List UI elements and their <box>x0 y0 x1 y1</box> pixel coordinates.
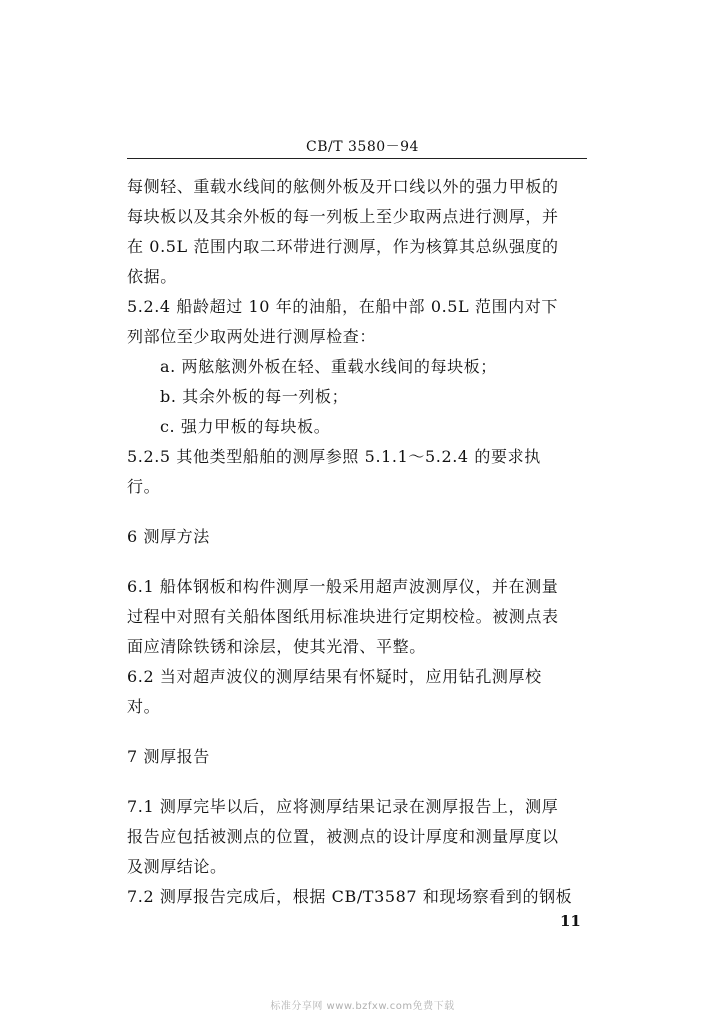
list-item-a: a. 两舷舷测外板在轻、重载水线间的每块板； <box>160 357 497 376</box>
section-6-heading: 6 测厚方法 <box>127 527 210 546</box>
body-line: 过程中对照有关船体图纸用标准块进行定期校检。被测点表 <box>127 607 559 626</box>
clause-7-1: 7.1 测厚完毕以后，应将测厚结果记录在测厚报告上，测厚 <box>127 797 559 816</box>
body-line: 每块板以及其余外板的每一列板上至少取两点进行测厚，并 <box>127 207 559 226</box>
body-line: 依据。 <box>127 267 177 286</box>
body-line: 行。 <box>127 477 161 496</box>
list-item-c: c. 强力甲板的每块板。 <box>160 417 331 436</box>
document-code-header: CB/T 3580－94 <box>306 139 419 155</box>
clause-6-1: 6.1 船体钢板和构件测厚一般采用超声波测厚仪，并在测量 <box>127 577 559 596</box>
body-line: 及测厚结论。 <box>127 857 227 876</box>
body-line: 每侧轻、重载水线间的舷侧外板及开口线以外的强力甲板的 <box>127 177 559 196</box>
page-number: 11 <box>560 912 581 930</box>
body-line: 列部位至少取两处进行测厚检查： <box>127 327 377 346</box>
body-line: 报告应包括被测点的位置，被测点的设计厚度和测量厚度以 <box>127 827 559 846</box>
body-line: 对。 <box>127 697 161 716</box>
clause-6-2: 6.2 当对超声波仪的测厚结果有怀疑时，应用钻孔测厚校 <box>127 667 542 686</box>
list-item-b: b. 其余外板的每一列板； <box>160 387 349 406</box>
clause-5-2-5: 5.2.5 其他类型船舶的测厚参照 5.1.1～5.2.4 的要求执 <box>127 447 541 466</box>
footer-watermark: 标准分享网 www.bzfxw.com免费下载 <box>270 1001 455 1012</box>
clause-5-2-4: 5.2.4 船龄超过 10 年的油船，在船中部 0.5L 范围内对下 <box>127 297 558 316</box>
clause-7-2: 7.2 测厚报告完成后，根据 CB/T3587 和现场察看到的钢板 <box>127 887 573 906</box>
body-line: 在 0.5L 范围内取二环带进行测厚，作为核算其总纵强度的 <box>127 237 559 256</box>
header-rule <box>127 158 587 159</box>
body-line: 面应清除铁锈和涂层，使其光滑、平整。 <box>127 637 426 656</box>
section-7-heading: 7 测厚报告 <box>127 747 210 766</box>
